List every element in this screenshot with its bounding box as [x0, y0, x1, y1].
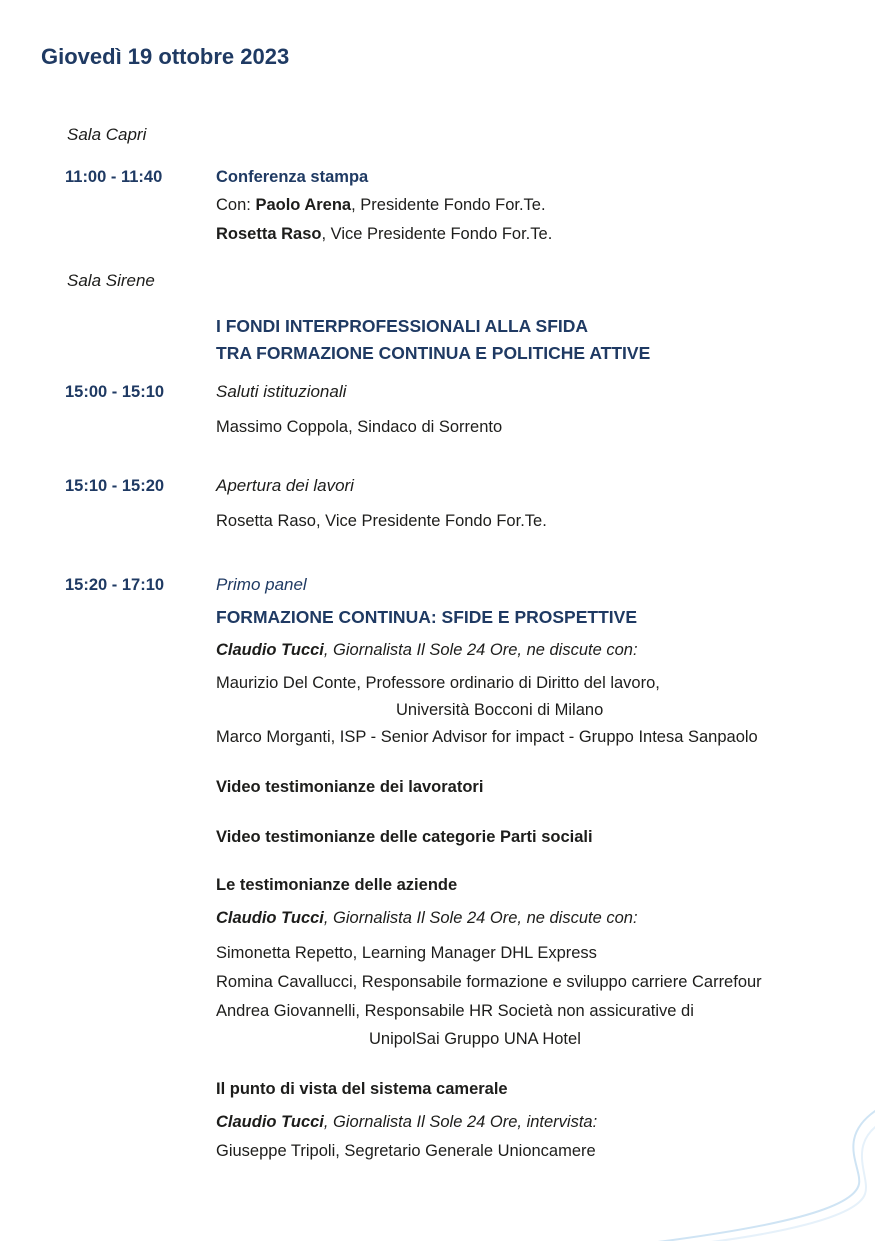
session-time: 15:00 - 15:10	[65, 383, 165, 401]
venue-sala-sirene: Sala Sirene	[67, 271, 155, 290]
speaker-name: Massimo Coppola	[216, 418, 349, 436]
session-content	[216, 474, 857, 535]
speaker-line	[216, 414, 857, 441]
speaker-name: Rosetta Raso	[216, 225, 322, 243]
event-main-heading-line1: I FONDI INTERPROFESSIONALI ALLA SFIDA	[216, 316, 589, 336]
session-content	[216, 165, 857, 248]
speaker-prefix: Con:	[216, 196, 256, 214]
speaker-role-continued: Università Bocconi di Milano	[396, 701, 604, 719]
moderator-name: Claudio Tucci	[216, 909, 324, 927]
chamber-system-heading: Il punto di vista del sistema camerale	[216, 1080, 508, 1098]
session-time: 15:10 - 15:20	[65, 477, 165, 495]
speaker-line	[216, 997, 857, 1026]
speaker-line	[216, 508, 857, 535]
moderator-role: , Giornalista Il Sole 24 Ore, intervista:	[323, 1113, 598, 1131]
speaker-line	[216, 1139, 857, 1163]
moderator-line	[216, 638, 857, 662]
speaker-name: Romina Cavallucci	[216, 973, 353, 991]
speaker-name: Marco Morganti	[216, 728, 331, 746]
speaker-role: Responsabile HR Società non assicurative di	[360, 1002, 694, 1020]
session-title: Primo panel	[216, 575, 307, 594]
session-content	[216, 380, 857, 441]
video-testimonials-social-parties: Video testimonianze delle categorie Parti sociali	[216, 828, 593, 846]
session-title: Conferenza stampa	[216, 168, 369, 186]
speaker-name: Maurizio Del Conte	[216, 674, 357, 692]
speaker-role: , Vice Presidente Fondo For.Te.	[321, 225, 553, 243]
speaker-name: Giuseppe Tripoli	[216, 1142, 336, 1160]
session-conferenza-stampa	[65, 165, 857, 248]
video-testimonials-workers: Video testimonianze dei lavoratori	[216, 778, 484, 796]
speaker-line	[216, 724, 857, 751]
session-apertura-lavori	[65, 474, 857, 535]
speaker-role: , Learning Manager DHL Express	[352, 944, 597, 962]
speaker-role: , Responsabile formazione e sviluppo carriere Carrefour	[352, 973, 762, 991]
speaker-role: , Segretario Generale Unioncamere	[335, 1142, 596, 1160]
speaker-line	[216, 220, 857, 248]
speaker-line	[216, 191, 857, 219]
moderator-role: , Giornalista Il Sole 24 Ore, ne discute con:	[323, 909, 638, 927]
speaker-line	[216, 939, 857, 968]
companies-speakers	[216, 939, 857, 1052]
speaker-line	[216, 968, 857, 997]
session-time: 11:00 - 11:40	[65, 168, 163, 186]
speaker-line	[216, 670, 857, 697]
panel-heading: FORMAZIONE CONTINUA: SFIDE E PROSPETTIVE	[216, 607, 637, 627]
speaker-role: , ISP - Senior Advisor for impact - Gruppo Intesa Sanpaolo	[330, 728, 758, 746]
speaker-name: Paolo Arena	[255, 196, 352, 214]
moderator-line	[216, 1110, 857, 1134]
speaker-role: , Sindaco di Sorrento	[348, 418, 503, 436]
companies-testimonials-heading: Le testimonianze delle aziende	[216, 876, 458, 894]
moderator-line	[216, 906, 857, 930]
page-title: Giovedì 19 ottobre 2023	[41, 44, 290, 69]
speaker-name: Rosetta Raso	[216, 512, 316, 530]
speaker-name: Simonetta Repetto	[216, 944, 353, 962]
speaker-role: , Professore ordinario di Diritto del lavoro,	[356, 674, 660, 692]
moderator-role: , Giornalista Il Sole 24 Ore, ne discute con:	[323, 641, 638, 659]
session-title: Saluti istituzionali	[216, 382, 347, 401]
moderator-name: Claudio Tucci	[216, 1113, 324, 1131]
session-title: Apertura dei lavori	[216, 476, 354, 495]
session-saluti-istituzionali	[65, 380, 857, 441]
speaker-role: , Presidente Fondo For.Te.	[351, 196, 546, 214]
speaker-name: Andrea Giovannelli,	[216, 1002, 361, 1020]
event-main-heading	[216, 313, 857, 367]
session-primo-panel	[65, 573, 857, 1163]
speaker-role-continued: UnipolSai Gruppo UNA Hotel	[369, 1030, 581, 1048]
session-time: 15:20 - 17:10	[65, 576, 165, 594]
venue-sala-capri: Sala Capri	[67, 125, 147, 144]
moderator-name: Claudio Tucci	[216, 641, 324, 659]
event-main-heading-line2: TRA FORMAZIONE CONTINUA E POLITICHE ATTIVE	[216, 343, 651, 363]
session-content	[216, 573, 857, 1163]
speaker-role: , Vice Presidente Fondo For.Te.	[315, 512, 547, 530]
panel-speakers	[216, 670, 857, 751]
